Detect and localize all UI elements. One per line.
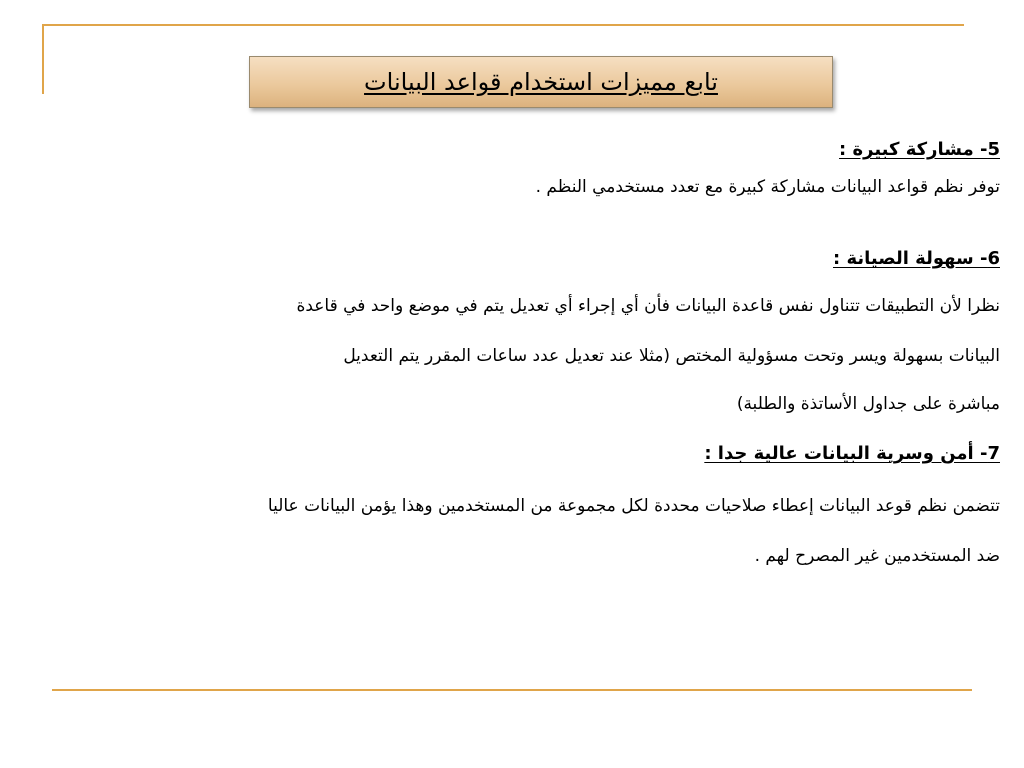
top-border-line <box>42 24 964 26</box>
section-6-line-3: مباشرة على جداول الأساتذة والطلبة) <box>736 394 1000 414</box>
section-6-line-1: نظرا لأن التطبيقات تتناول نفس قاعدة البيانات فأن أي إجراء أي تعديل يتم في موضع واحد في قاعدة <box>296 296 1000 316</box>
section-6-line-2: البيانات بسهولة ويسر وتحت مسؤولية المختص (مثلا عند تعديل عدد ساعات المقرر يتم التعديل <box>343 346 1000 366</box>
section-7-line-1: تتضمن نظم قوعد البيانات إعطاء صلاحيات محددة لكل مجموعة من المستخدمين وهذا يؤمن البيانات عاليا <box>267 496 1000 516</box>
section-7-line-2: ضد المستخدمين غير المصرح لهم . <box>754 546 1000 566</box>
title-banner <box>249 56 833 108</box>
slide-content <box>40 133 1000 581</box>
section-5-text: توفر نظم قواعد البيانات مشاركة كبيرة مع تعدد مستخدمي النظم . <box>535 177 1000 197</box>
section-6-heading: 6- سهولة الصيانة : <box>833 248 1000 269</box>
left-border-line <box>42 24 44 94</box>
section-6-paragraph <box>40 281 1000 427</box>
section-5-heading: 5- مشاركة كبيرة : <box>839 139 1000 160</box>
section-7-heading: 7- أمن وسرية البيانات عالية جدا : <box>704 443 1000 464</box>
slide-title: تابع مميزات استخدام قواعد البيانات <box>364 68 718 96</box>
section-7-paragraph <box>40 481 1000 581</box>
bottom-border-line <box>52 689 972 691</box>
